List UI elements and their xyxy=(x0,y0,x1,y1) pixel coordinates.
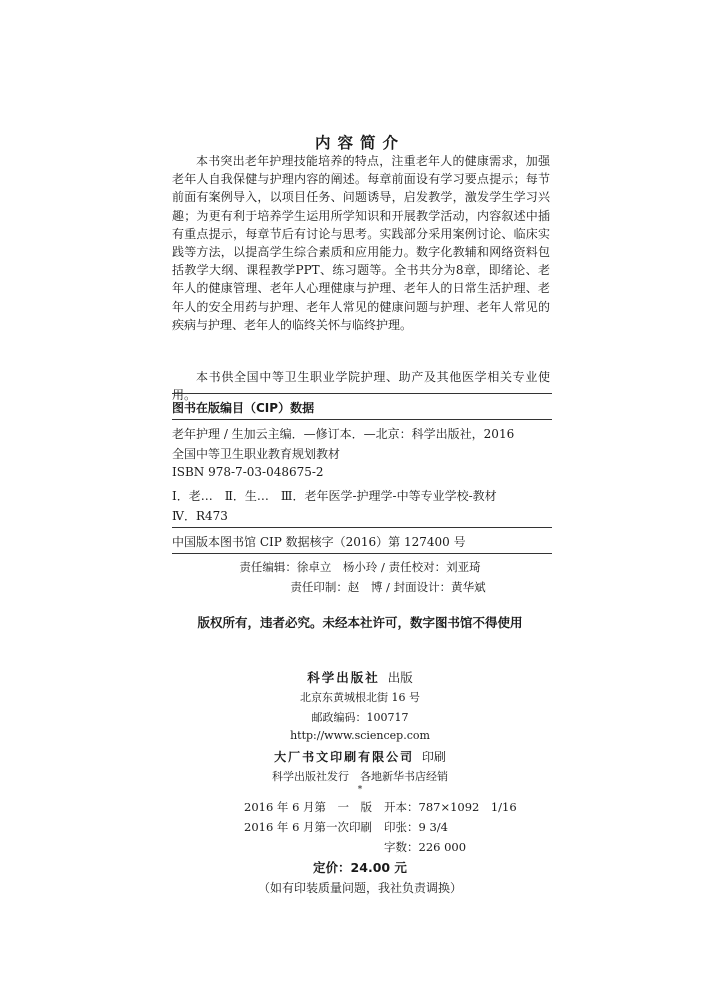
publisher-url: http://www.sciencep.com xyxy=(290,729,430,742)
format-size: 开本：787×1092 1/16 xyxy=(384,800,517,814)
publisher-line xyxy=(0,668,720,686)
copyright-notice: 版权所有，违者必究。未经本社许可，数字图书馆不得使用 xyxy=(197,615,523,630)
cip-line-number: 中国版本图书馆 CIP 数据核字（2016）第 127400 号 xyxy=(172,535,466,549)
credits-editors: 责任编辑：徐卓立 杨小玲 / 责任校对：刘亚琦 xyxy=(239,560,481,574)
distribution-line: 科学出版社发行 各地新华书店经销 xyxy=(272,770,448,783)
printer-role: 印刷 xyxy=(421,750,446,764)
intro-paragraph: 本书突出老年护理技能培养的特点，注重老年人的健康需求，加强老年人自我保健与护理内容的阐述。每章前面设有学习要点提示；每节前面有案例导入，以项目任务、问题诱导，启发教学，激发学生学习兴趣；为更有利于培养学生运用所学知识和开展教学活动，内容叙述中插有重点提示，每章节后有讨论与思考。实践部分采用案例讨论、临床实践等方法，以提高学生综合素质和应用能力。数字化教辅和网络资料包括教学大纲、课程教学PPT、练习题等。全书共分为8章，即绪论、老年人的健康管理、老年人心理健康与护理、老年人的日常生活护理、老年人的安全用药与护理、老年人常见的健康问题与护理、老年人常见的疾病与护理、老年人的临终关怀与临终护理。 xyxy=(172,154,550,332)
word-count: 字数：226 000 xyxy=(384,840,467,854)
page-title: 内容简介 xyxy=(314,133,405,152)
printer-name: 大厂书文印刷有限公司 xyxy=(274,750,415,764)
printer-line xyxy=(0,748,720,765)
publisher-name: 科学出版社 xyxy=(307,670,380,685)
top-rule xyxy=(172,393,552,394)
edition-row-2 xyxy=(244,819,448,835)
cip-line-isbn: ISBN 978-7-03-048675-2 xyxy=(172,465,324,479)
cip-heading: 图书在版编目（CIP）数据 xyxy=(172,401,315,415)
edition-row-1 xyxy=(244,799,517,815)
cip-bottom-rule xyxy=(172,553,552,554)
publisher-role: 出版 xyxy=(387,670,413,685)
sheet-count: 印张：9 3/4 xyxy=(384,820,448,834)
audience-paragraph: 本书供全国中等卫生职业学院护理、助产及其他医学相关专业使用。 xyxy=(172,370,550,403)
cip-line-title: 老年护理 / 生加云主编．—修订本．—北京：科学出版社，2016 xyxy=(172,427,515,441)
cip-middle-rule xyxy=(172,527,552,528)
cip-line-series: 全国中等卫生职业教育规划教材 xyxy=(172,447,341,461)
cip-heading-rule xyxy=(172,419,552,420)
publisher-postcode: 邮政编码：100717 xyxy=(311,711,409,724)
printing-date: 2016 年 6 月第一次印刷 xyxy=(244,820,373,834)
edition-date: 2016 年 6 月第 一 版 xyxy=(244,800,373,814)
credits-print-design: 责任印制：赵 博 / 封面设计：黄华斌 xyxy=(290,580,486,594)
cip-line-classno: Ⅳ．R473 xyxy=(172,509,228,523)
publisher-address: 北京东黄城根北街 16 号 xyxy=(300,691,420,704)
star-mark: * xyxy=(357,785,363,795)
cip-line-classification: Ⅰ．老… Ⅱ．生… Ⅲ．老年医学-护理学-中等专业学校-教材 xyxy=(172,489,497,503)
price: 定价：24.00 元 xyxy=(313,860,407,875)
quality-note: （如有印装质量问题，我社负责调换） xyxy=(257,881,462,895)
